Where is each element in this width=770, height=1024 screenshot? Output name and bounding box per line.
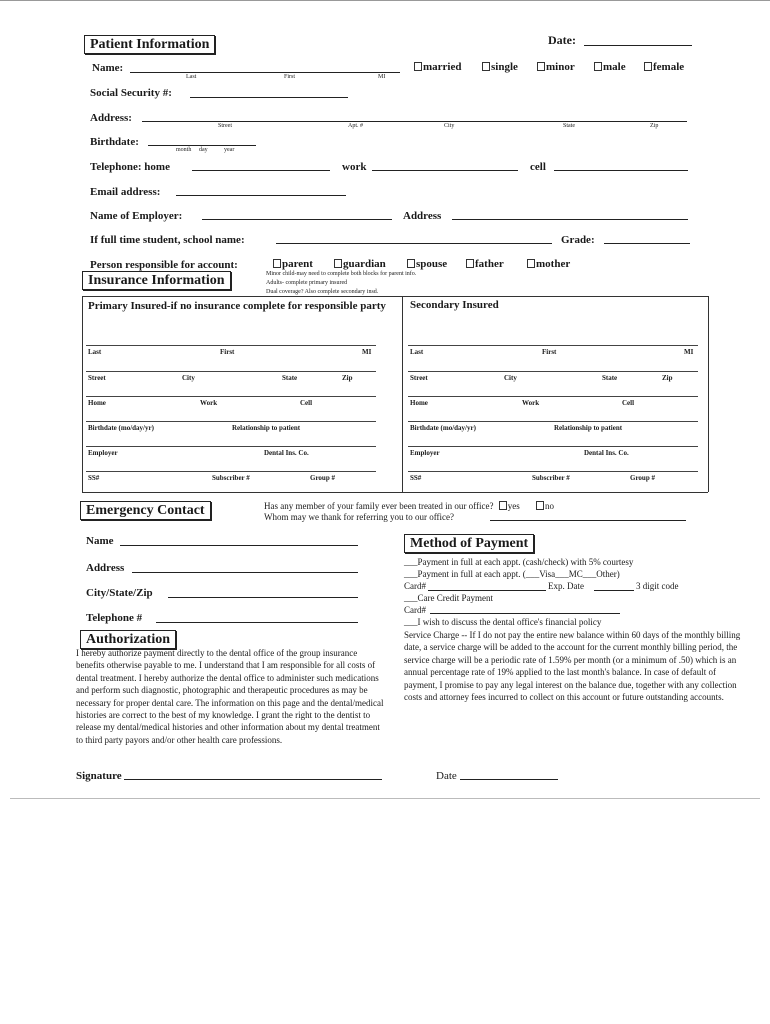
authorization-text: I hereby authorize payment directly to the dental office of the group insurance benefits otherwise payable to me. I understand that I am responsible for all costs of dental treatment. I hereby authorize the dental office to administer such medications and perform such diagnostic, photographic and therapeutic procedures as may be necessary for proper dental care. The information on this page and the dental/medical histories are correct to the best of my knowledge. I grant the right to the dentist to release my dental/medical histories and other information about my dental treatment to third party payors and/or other health care professions. (76, 648, 384, 745)
discuss-option[interactable]: ___I wish to discuss the dental office's financial policy (404, 617, 602, 627)
insurance-note-2: Adults- complete primary insured (266, 280, 348, 286)
secondary-dental-co-label: Dental Ins. Co. (584, 449, 629, 457)
primary-street-label: Street (88, 374, 106, 382)
referral-field[interactable] (490, 520, 686, 521)
visa-label: Visa (539, 569, 556, 579)
ssn-field[interactable] (190, 97, 348, 98)
secondary-work-label: Work (522, 399, 540, 407)
primary-home-label: Home (88, 399, 106, 407)
primary-state-label: State (282, 374, 298, 382)
insurance-box-right (708, 296, 709, 492)
emergency-city-label: City/State/Zip (86, 587, 153, 599)
checkbox-parent[interactable] (273, 258, 313, 270)
checkbox-icon (482, 62, 490, 71)
address-sub-city: City (444, 123, 455, 129)
insurance-note-1: Minor child-may need to complete both blocks for parent info. (266, 271, 417, 277)
checkbox-minor[interactable] (537, 61, 575, 73)
method-of-payment-heading: Method of Payment (404, 534, 534, 553)
school-name-field[interactable] (276, 243, 552, 244)
address-sub-apt: Apt. # (348, 123, 363, 129)
checkbox-icon (407, 259, 415, 268)
emergency-contact-heading: Emergency Contact (80, 501, 211, 520)
emergency-name-label: Name (86, 535, 114, 547)
primary-address-line[interactable] (86, 371, 376, 372)
primary-group-label: Group # (310, 474, 335, 482)
care-credit-label: Care Credit Payment (417, 593, 493, 603)
scan-top-edge (0, 0, 770, 1)
secondary-employer-line[interactable] (408, 446, 698, 447)
exp-date-field[interactable] (594, 590, 634, 591)
primary-insured-title: Primary Insured-if no insurance complete for responsible party (88, 300, 386, 312)
emergency-telephone-label: Telephone # (86, 612, 143, 624)
spouse-label: spouse (416, 258, 448, 270)
address-sub-zip: Zip (650, 123, 659, 129)
card2-label: Card# (404, 605, 426, 615)
secondary-birthdate-line[interactable] (408, 421, 698, 422)
email-label: Email address: (90, 186, 161, 198)
telephone-label: Telephone: home (90, 161, 170, 173)
checkbox-icon (414, 62, 422, 71)
scan-fold-line (10, 798, 760, 799)
address-label: Address: (90, 112, 132, 124)
primary-subscriber-label: Subscriber # (212, 474, 250, 482)
secondary-group-label: Group # (630, 474, 655, 482)
primary-ssn-label: SS# (88, 474, 100, 482)
checkbox-icon (644, 62, 652, 71)
primary-ssn-line[interactable] (86, 471, 376, 472)
date-field[interactable] (584, 45, 692, 46)
secondary-zip-label: Zip (662, 374, 673, 382)
secondary-ssn-line[interactable] (408, 471, 698, 472)
secondary-employer-label: Employer (410, 449, 440, 457)
emergency-address-field[interactable] (132, 572, 358, 573)
secondary-mi-label: MI (684, 348, 694, 356)
secondary-city-label: City (504, 374, 517, 382)
auth-date-label: Date (436, 770, 457, 782)
minor-label: minor (546, 61, 575, 73)
secondary-ssn-label: SS# (410, 474, 422, 482)
male-label: male (603, 61, 626, 73)
checkbox-single[interactable] (482, 61, 518, 73)
referral-label: Whom may we thank for referring you to our office? (264, 512, 455, 522)
name-field[interactable] (130, 72, 400, 73)
primary-cell-label: Cell (300, 399, 313, 407)
checkbox-icon (334, 259, 342, 268)
address-field[interactable] (142, 121, 687, 122)
work-phone-field[interactable] (372, 170, 518, 171)
payment-option-1[interactable]: ___Payment in full at each appt. (cash/check) with 5% courtesy (404, 557, 634, 567)
primary-zip-label: Zip (342, 374, 353, 382)
checkbox-icon (527, 259, 535, 268)
insurance-info-heading: Insurance Information (82, 271, 231, 290)
insurance-note-3: Dual coverage? Also complete secondary insd. (266, 289, 379, 295)
patient-info-heading: Patient Information (84, 35, 215, 54)
address-sub-state: State (563, 123, 575, 129)
discuss-label: I wish to discuss the dental office's financial policy (417, 617, 602, 627)
secondary-birthdate-label: Birthdate (mo/day/yr) (410, 424, 476, 432)
signature-field[interactable] (124, 779, 382, 780)
insurance-box-left (82, 296, 83, 492)
yes-label: yes (507, 501, 520, 511)
secondary-relationship-label: Relationship to patient (554, 424, 623, 432)
payment-option-2[interactable]: ___Payment in full at each appt. (___Visa___MC___Other) (404, 569, 620, 579)
mc-label: MC (568, 569, 583, 579)
care-credit-option[interactable]: ___Care Credit Payment (404, 593, 493, 603)
no-label: no (545, 501, 554, 511)
payment-option-1-label: Payment in full at each appt. (cash/check) with 5% courtesy (417, 557, 634, 567)
primary-mi-label: MI (362, 348, 372, 356)
card-number-label: Card# (404, 581, 426, 591)
primary-last-label: Last (88, 348, 102, 356)
checkbox-mother[interactable] (527, 258, 570, 270)
card-number-field[interactable] (428, 590, 546, 591)
primary-work-label: Work (200, 399, 218, 407)
email-field[interactable] (176, 195, 346, 196)
guardian-label: guardian (343, 258, 386, 270)
family-treated-question (264, 501, 554, 511)
married-label: married (423, 61, 462, 73)
signature-label: Signature (76, 770, 122, 782)
employer-address-label: Address (403, 210, 442, 222)
birthdate-sub-month: month (176, 147, 192, 153)
primary-relationship-label: Relationship to patient (232, 424, 301, 432)
checkbox-yes[interactable] (499, 501, 520, 511)
single-label: single (491, 61, 518, 73)
secondary-last-label: Last (410, 348, 424, 356)
insurance-box-bottom (82, 492, 708, 493)
name-label: Name: (92, 62, 124, 74)
female-label: female (653, 61, 685, 73)
student-label: If full time student, school name: (90, 234, 245, 246)
secondary-home-label: Home (410, 399, 428, 407)
insurance-box-top (82, 296, 708, 297)
primary-birthdate-label: Birthdate (mo/day/yr) (88, 424, 154, 432)
checkbox-guardian[interactable] (334, 258, 386, 270)
name-sub-first: First (284, 74, 296, 80)
grade-field[interactable] (604, 243, 690, 244)
exp-date-label: Exp. Date (548, 581, 584, 591)
checkbox-father[interactable] (466, 258, 504, 270)
birthdate-field[interactable] (148, 145, 256, 146)
primary-employer-label: Employer (88, 449, 118, 457)
emergency-name-field[interactable] (120, 545, 358, 546)
other-label: Other) (596, 569, 620, 579)
insurance-box-divider (402, 296, 403, 492)
primary-city-label: City (182, 374, 195, 382)
employer-address-field[interactable] (452, 219, 688, 220)
authorization-heading: Authorization (80, 630, 176, 649)
secondary-cell-label: Cell (622, 399, 635, 407)
service-charge-text: Service Charge -- If I do not pay the entire new balance within 60 days of the monthly billing date, a service charge will be added to the account for the current monthly billing period, the service charge will be a periodic rate of 1.59% per month (or a minimum of .50) which is an annual percentage rate of 19% applied to the last month's balance. In case of default of payment, I promise to pay any legal interest on the balance due, together with any collection costs and attorney fees incurred to collect on this account or future outstanding accounts. (404, 630, 741, 703)
checkbox-no[interactable] (536, 501, 554, 511)
ssn-label: Social Security #: (90, 87, 172, 99)
mother-label: mother (536, 258, 571, 270)
responsible-label: Person responsible for account: (90, 259, 238, 271)
work-phone-label: work (342, 161, 367, 173)
grade-label: Grade: (561, 234, 595, 246)
home-phone-field[interactable] (192, 170, 330, 171)
secondary-phone-line[interactable] (408, 396, 698, 397)
checkbox-icon (499, 501, 507, 510)
card2-field[interactable] (430, 613, 620, 614)
birthdate-sub-year: year (224, 147, 235, 153)
emergency-city-field[interactable] (168, 597, 358, 598)
checkbox-icon (273, 259, 281, 268)
address-sub-street: Street (218, 123, 232, 129)
payment-option-2-label: Payment in full at each appt. ( (417, 569, 526, 579)
checkbox-female[interactable] (644, 61, 684, 73)
secondary-state-label: State (602, 374, 618, 382)
employer-label: Name of Employer: (90, 210, 183, 222)
secondary-subscriber-label: Subscriber # (532, 474, 570, 482)
checkbox-spouse[interactable] (407, 258, 447, 270)
secondary-address-line[interactable] (408, 371, 698, 372)
emergency-telephone-field[interactable] (156, 622, 358, 623)
checkbox-icon (466, 259, 474, 268)
auth-date-field[interactable] (460, 779, 558, 780)
parent-label: parent (282, 258, 313, 270)
secondary-insured-title: Secondary Insured (410, 299, 499, 311)
birthdate-label: Birthdate: (90, 136, 139, 148)
secondary-street-label: Street (410, 374, 428, 382)
primary-employer-line[interactable] (86, 446, 376, 447)
name-sub-mi: MI (378, 74, 386, 80)
secondary-first-label: First (542, 348, 557, 356)
primary-phone-line[interactable] (86, 396, 376, 397)
family-treated-label: Has any member of your family ever been treated in our office? (264, 501, 494, 511)
father-label: father (475, 258, 504, 270)
checkbox-married[interactable] (414, 61, 461, 73)
secondary-name-line[interactable] (408, 345, 698, 346)
employer-field[interactable] (202, 219, 392, 220)
name-sub-last: Last (186, 74, 197, 80)
checkbox-icon (536, 501, 544, 510)
checkbox-icon (537, 62, 545, 71)
primary-birthdate-line[interactable] (86, 421, 376, 422)
checkbox-icon (594, 62, 602, 71)
primary-dental-co-label: Dental Ins. Co. (264, 449, 309, 457)
emergency-address-label: Address (86, 562, 125, 574)
cell-phone-label: cell (530, 161, 546, 173)
date-label: Date: (548, 33, 576, 47)
primary-name-line[interactable] (86, 345, 376, 346)
birthdate-sub-day: day (199, 147, 208, 153)
checkbox-male[interactable] (594, 61, 626, 73)
cell-phone-field[interactable] (554, 170, 688, 171)
primary-first-label: First (220, 348, 235, 356)
code-label: 3 digit code (636, 581, 679, 591)
